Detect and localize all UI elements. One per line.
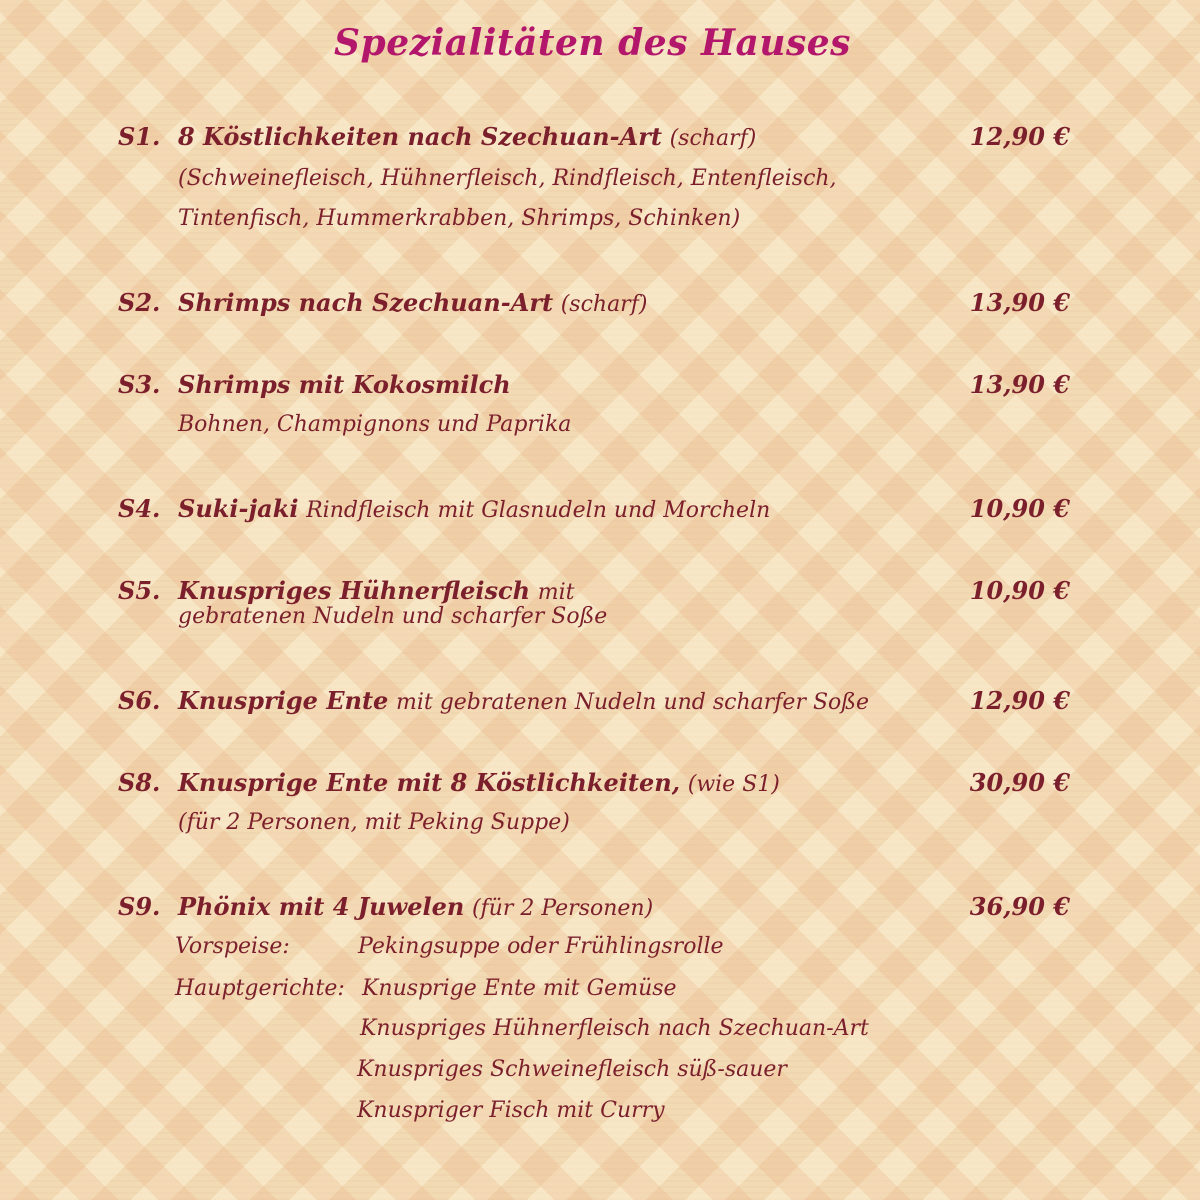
item-note: (wie S1) (687, 772, 780, 797)
main-dish: Knuspriger Fisch mit Curry (357, 1098, 665, 1123)
item-note: Rindfleisch mit Glasnudeln und Morcheln (306, 498, 771, 523)
item-title-line (178, 494, 770, 523)
item-description: (Schweinefleisch, Hühnerfleisch, Rindfleisch, Entenfleisch, (178, 166, 837, 191)
item-price: 36,90 € (969, 892, 1070, 921)
item-title-line (178, 122, 756, 151)
item-code: S4. (118, 494, 161, 523)
item-code: S1. (118, 122, 161, 151)
item-name: Knusprige Ente (178, 686, 389, 715)
item-code: S3. (118, 370, 161, 399)
item-name: Shrimps nach Szechuan-Art (178, 288, 554, 317)
item-description: Tintenfisch, Hummerkrabben, Shrimps, Schinken) (178, 206, 741, 231)
item-code: S9. (118, 892, 161, 921)
mains-label: Hauptgerichte: (175, 976, 345, 1001)
item-price: 10,90 € (969, 494, 1070, 523)
item-price: 10,90 € (969, 576, 1070, 605)
item-price: 12,90 € (969, 122, 1070, 151)
item-title-line (178, 892, 653, 921)
item-description: Bohnen, Champignons und Paprika (178, 412, 572, 437)
item-price: 12,90 € (969, 686, 1070, 715)
item-price: 13,90 € (969, 370, 1070, 399)
starter-label: Vorspeise: (175, 934, 290, 959)
item-price: 13,90 € (969, 288, 1070, 317)
item-title-line (178, 768, 780, 797)
starter-dish: Pekingsuppe oder Frühlingsrolle (358, 934, 724, 959)
item-code: S8. (118, 768, 161, 797)
item-description: (für 2 Personen, mit Peking Suppe) (178, 810, 570, 835)
item-note: mit (537, 580, 575, 605)
item-note: (scharf) (669, 126, 757, 151)
item-name: Phönix mit 4 Juwelen (178, 892, 465, 921)
main-dish: Knuspriges Hühnerfleisch nach Szechuan-Art (360, 1016, 869, 1041)
item-code: S2. (118, 288, 161, 317)
item-name: Shrimps mit Kokosmilch (178, 370, 511, 399)
main-dish: Knusprige Ente mit Gemüse (362, 976, 677, 1001)
item-code: S6. (118, 686, 161, 715)
item-name: Knusprige Ente mit 8 Köstlichkeiten, (178, 768, 681, 797)
menu-title: Spezialitäten des Hauses (334, 22, 851, 64)
item-name: Knuspriges Hühnerfleisch (178, 576, 531, 605)
item-name: Suki-jaki (178, 494, 299, 523)
item-note: (für 2 Personen) (471, 896, 654, 921)
item-title-line (178, 288, 647, 317)
item-name: 8 Köstlichkeiten nach Szechuan-Art (178, 122, 662, 151)
main-dish: Knuspriges Schweinefleisch süß-sauer (357, 1057, 787, 1082)
item-description: gebratenen Nudeln und scharfer Soße (178, 604, 608, 629)
item-title-line (178, 576, 574, 605)
item-title-line (178, 370, 511, 399)
item-note: (scharf) (560, 292, 648, 317)
item-note: mit gebratenen Nudeln und scharfer Soße (395, 690, 869, 715)
item-code: S5. (118, 576, 161, 605)
item-title-line (178, 686, 869, 715)
item-price: 30,90 € (969, 768, 1070, 797)
